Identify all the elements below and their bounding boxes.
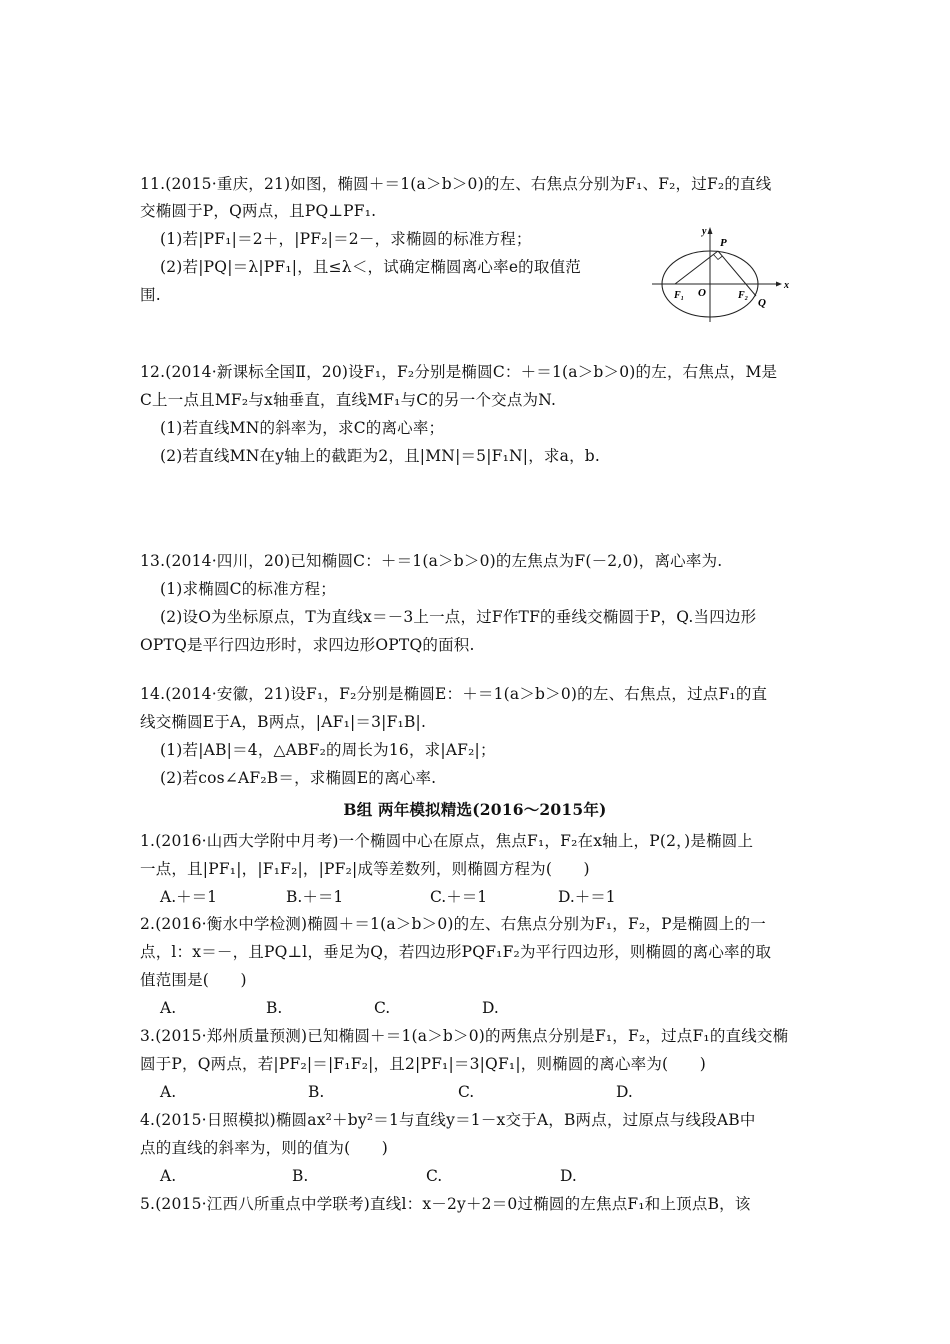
- b2-option-d: D.: [482, 999, 499, 1017]
- problem-12-part-2: (2)若直线MN在y轴上的截距为2，且|MN|＝5|F₁N|，求a，b.: [160, 447, 601, 465]
- y-axis-arrow: [708, 227, 713, 234]
- label-Q: Q: [758, 297, 766, 309]
- problem-14-part-2: (2)若cos∠AF₂B＝，求椭圆E的离心率.: [160, 769, 437, 787]
- problem-11-part-1: (1)若|PF₁|＝2＋，|PF₂|＝2－，求椭圆的标准方程；: [160, 230, 532, 248]
- label-P: P: [720, 237, 727, 249]
- problem-13-line-4: OPTQ是平行四边形时，求四边形OPTQ的面积.: [140, 636, 475, 654]
- b3-option-a: A.: [160, 1083, 177, 1101]
- b3-option-c: C.: [458, 1083, 475, 1101]
- problem-11-line-1: 11.(2015·重庆，21)如图，椭圆＋＝1(a＞b＞0)的左、右焦点分别为F₁、F₂，过F₂的直线: [140, 175, 772, 193]
- label-F2: F₂: [738, 290, 749, 301]
- segment-PF1: [675, 251, 718, 284]
- x-axis-arrow: [776, 282, 782, 287]
- b2-option-a: A.: [160, 999, 177, 1017]
- b4-option-a: A.: [160, 1167, 177, 1185]
- b3-option-b: B.: [308, 1083, 325, 1101]
- label-O: O: [698, 287, 706, 299]
- b2-option-b: B.: [266, 999, 283, 1017]
- problem-14-line-2: 线交椭圆E于A，B两点，|AF₁|＝3|F₁B|.: [140, 713, 427, 731]
- b3-option-d: D.: [616, 1083, 633, 1101]
- problem-14-part-1: (1)若|AB|＝4，△ABF₂的周长为16，求|AF₂|；: [160, 741, 496, 759]
- problem-12-line-2: C上一点且MF₂与x轴垂直，直线MF₁与C的另一个交点为N.: [140, 391, 557, 409]
- b1-option-c: C.＋＝1: [430, 888, 488, 906]
- b3-line-2: 圆于P，Q两点，若|PF₂|＝|F₁F₂|，且2|PF₁|＝3|QF₁|，则椭圆的离心率为( ): [140, 1055, 706, 1073]
- label-x: x: [784, 280, 789, 291]
- problem-13-part-1: (1)求椭圆C的标准方程；: [160, 580, 336, 598]
- problem-12-line-1: 12.(2014·新课标全国Ⅱ，20)设F₁，F₂分别是椭圆C：＋＝1(a＞b＞0)的左，右焦点，M是: [140, 363, 778, 381]
- problem-12-part-1: (1)若直线MN的斜率为，求C的离心率；: [160, 419, 445, 437]
- ellipse-figure: [648, 222, 788, 326]
- problem-11-part-2: (2)若|PQ|＝λ|PF₁|，且≤λ＜，试确定椭圆离心率e的取值范: [160, 258, 581, 276]
- problem-14-line-1: 14.(2014·安徽，21)设F₁，F₂分别是椭圆E：＋＝1(a＞b＞0)的左、右焦点，过点F₁的直: [140, 685, 768, 703]
- b4-line-2: 点的直线的斜率为，则的值为( ): [140, 1139, 388, 1157]
- label-y: y: [702, 226, 707, 237]
- b5-line-1: 5.(2015·江西八所重点中学联考)直线l：x－2y＋2＝0过椭圆的左焦点F₁和上顶点B，该: [140, 1195, 751, 1213]
- b1-option-d: D.＋＝1: [558, 888, 616, 906]
- b2-line-3: 值范围是( ): [140, 971, 247, 989]
- b4-option-c: C.: [426, 1167, 443, 1185]
- b1-option-a: A.＋＝1: [160, 888, 217, 906]
- label-F1: F₁: [674, 290, 685, 301]
- problem-13-line-1: 13.(2014·四川，20)已知椭圆C：＋＝1(a＞b＞0)的左焦点为F(－2,0)，离心率为.: [140, 552, 723, 570]
- b1-option-b: B.＋＝1: [286, 888, 344, 906]
- b2-line-1: 2.(2016·衡水中学检测)椭圆＋＝1(a＞b＞0)的左、右焦点分别为F₁，F₂，P是椭圆上的一: [140, 915, 766, 933]
- b1-line-2: 一点，且|PF₁|，|F₁F₂|，|PF₂|成等差数列，则椭圆方程为( ): [140, 860, 590, 878]
- b4-line-1: 4.(2015·日照模拟)椭圆ax²＋by²＝1与直线y＝1－x交于A，B两点，过原点与线段AB中: [140, 1111, 756, 1129]
- segment-PQ: [718, 251, 756, 296]
- b2-line-2: 点，l：x＝－，且PQ⊥l，垂足为Q，若四边形PQF₁F₂为平行四边形，则椭圆的离心率的取: [140, 943, 772, 961]
- b2-option-c: C.: [374, 999, 391, 1017]
- section-title: B组 两年模拟精选(2016～2015年): [343, 800, 607, 819]
- b3-line-1: 3.(2015·郑州质量预测)已知椭圆＋＝1(a＞b＞0)的两焦点分别是F₁，F₂，过点F₁的直线交椭: [140, 1027, 789, 1045]
- problem-13-part-2: (2)设O为坐标原点，T为直线x＝－3上一点，过F作TF的垂线交椭圆于P，Q.当四边形: [160, 608, 757, 626]
- b4-option-b: B.: [292, 1167, 309, 1185]
- problem-11-line-5: 围.: [140, 286, 161, 304]
- problem-11-line-2: 交椭圆于P，Q两点，且PQ⊥PF₁.: [140, 202, 377, 220]
- b1-line-1: 1.(2016·山西大学附中月考)一个椭圆中心在原点，焦点F₁，F₂在x轴上，P(2，)是椭圆上: [140, 832, 754, 850]
- b4-option-d: D.: [560, 1167, 577, 1185]
